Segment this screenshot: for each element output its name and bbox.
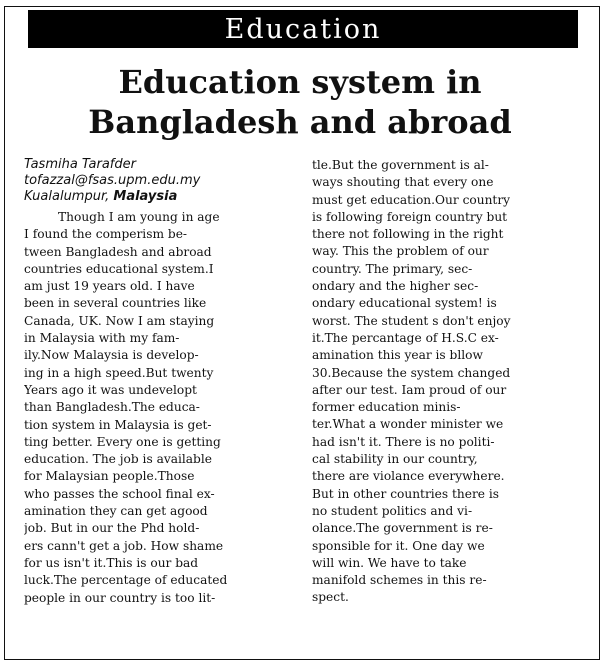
article-line: there are violance everywhere. [312,469,505,484]
article-line: been in several countries like [24,296,207,311]
article-line: luck.The percentage of educated [24,573,228,588]
article-line: cal stability in our country, [312,452,478,467]
article-line: for Malaysian people.Those [24,469,195,484]
headline-line-1: Education system in [118,63,482,101]
article-column-left [24,209,304,607]
author-city: Kualalumpur, [24,189,110,204]
article-line: am just 19 years old. I have [24,279,195,294]
article-line: people in our country is too lit- [24,590,216,605]
author-country: Malaysia [113,189,178,204]
headline-line-2: Bangladesh and abroad [88,103,512,141]
article-line: countries educational system.I [24,261,214,276]
article-line: must get education.Our country [312,192,511,207]
article-line: for us isn't it.This is our bad [24,555,199,570]
article-line: had isn't it. There is no politi- [312,434,495,449]
article-line: ting better. Every one is getting [24,434,221,449]
headline [20,62,580,142]
article-line: manifold schemes in this re- [312,573,487,588]
article-line: former education minis- [312,400,461,415]
article-line: ers cann't get a job. How shame [24,538,224,553]
article-line: country. The primary, sec- [312,261,473,276]
author-location [24,189,304,205]
article-line: Canada, UK. Now I am staying [24,313,215,328]
article-line: who passes the school final ex- [24,486,215,501]
article-line: than Bangladesh.The educa- [24,400,200,415]
article-line: ing in a high speed.But twenty [24,365,214,380]
article-line: ways shouting that every one [312,175,494,190]
article-line: it.The percantage of H.S.C ex- [312,330,499,345]
article-line: way. This the problem of our [312,244,489,259]
article-line: I found the comperism be- [24,227,188,242]
article-line: ondary educational system! is [312,296,497,311]
article-line: worst. The student s don't enjoy [312,313,511,328]
article-line: no student politics and vi- [312,503,473,518]
article-line: Though I am young in age [58,210,220,224]
byline [24,157,304,205]
author-email: tofazzal@fsas.upm.edu.my [24,173,201,188]
article-line: sponsible for it. One day we [312,538,485,553]
article-line: amination this year is bllow [312,348,483,363]
section-title: Education [224,13,382,45]
article-line: will win. We have to take [312,555,467,570]
author-name: Tasmiha Tarafder [24,157,136,172]
article-line: job. But in our the Phd hold- [24,521,200,536]
article-line: is following foreign country but [312,209,508,224]
article-line: ter.What a wonder minister we [312,417,504,432]
article-line: Years ago it was undevelopt [24,382,197,397]
article-line: tion system in Malaysia is get- [24,417,212,432]
article-line: there not following in the right [312,227,504,242]
article-line: education. The job is available [24,452,212,467]
article-column-right [312,157,592,607]
article-line: tle.But the government is al- [312,158,489,172]
article-line: 30.Because the system changed [312,365,511,380]
section-banner [28,10,578,48]
article-line: But in other countries there is [312,486,500,501]
article-line: tween Bangladesh and abroad [24,244,212,259]
article-line: ily.Now Malaysia is develop- [24,348,199,363]
article-line: spect. [312,590,349,605]
article-line: in Malaysia with my fam- [24,331,180,346]
article-line: ondary and the higher sec- [312,279,479,294]
article-line: amination they can get agood [24,504,208,519]
article-line: olance.The government is re- [312,521,493,536]
article-line: after our test. Iam proud of our [312,382,507,397]
